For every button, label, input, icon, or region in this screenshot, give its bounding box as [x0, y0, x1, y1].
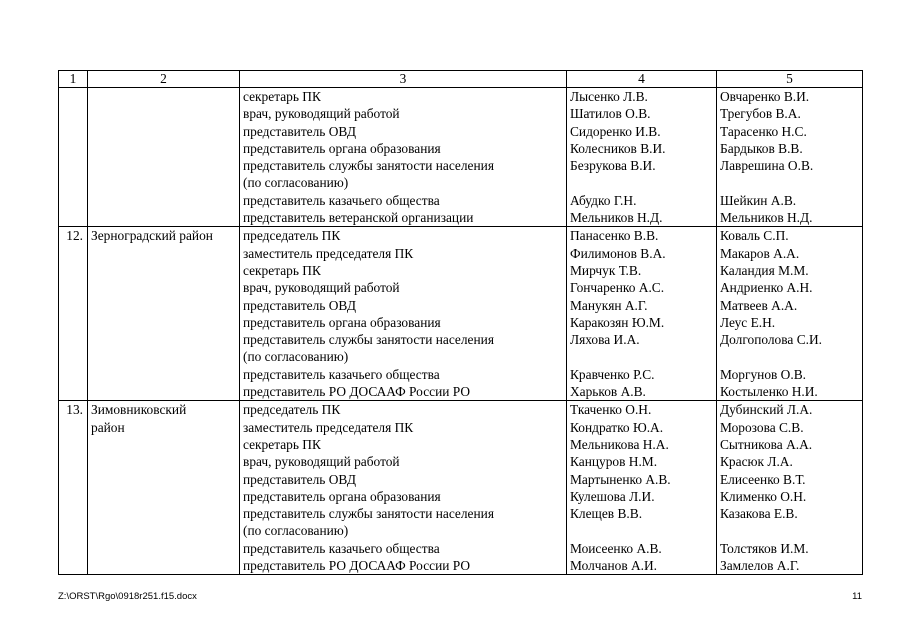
member-name: Мартыненко А.В. [570, 471, 671, 487]
role-line: представитель РО ДОСААФ России РО [243, 558, 471, 574]
member-name [570, 522, 713, 539]
role-line: врач, руководящий работой [243, 106, 400, 122]
alternates-cell [717, 227, 863, 401]
column-header-4: 4 [567, 71, 717, 88]
role-line: председатель ПК [243, 402, 341, 418]
role-line: заместитель председателя ПК [243, 419, 414, 435]
column-header-2: 2 [88, 71, 240, 88]
alternate-name: Каландия М.М. [720, 262, 809, 278]
alternate-name: Толстяков И.М. [720, 540, 809, 556]
member-name: Молчанов А.И. [570, 558, 658, 574]
member-name: Мельникова Н.А. [570, 436, 669, 452]
alternate-name: Шейкин А.В. [720, 192, 797, 208]
role-line: (по согласованию) [243, 349, 349, 365]
role-line: представитель ОВД [243, 471, 356, 487]
alternate-name: Дубинский Л.А. [720, 402, 813, 418]
alternate-name: Лаврешина О.В. [720, 158, 814, 174]
page-number: 11 [852, 591, 862, 602]
member-name: Безрукова В.И. [570, 158, 656, 174]
member-name: Гончаренко А.С. [570, 280, 665, 296]
commission-table [58, 70, 863, 575]
district-name: Зимовниковский [91, 402, 187, 418]
member-name: Колесников В.И. [570, 140, 666, 156]
alternates-cell [717, 401, 863, 575]
role-line: представитель органа образования [243, 488, 441, 504]
alternate-name: Клименко О.Н. [720, 488, 807, 504]
column-header-3: 3 [240, 71, 567, 88]
alternate-name: Морозова С.В. [720, 419, 804, 435]
member-name [570, 348, 713, 365]
alternate-name: Моргунов О.В. [720, 366, 806, 382]
alternate-name: Андриенко А.Н. [720, 280, 813, 296]
role-line: представитель органа образования [243, 314, 441, 330]
district-cell [88, 227, 240, 401]
alternate-name: Тарасенко Н.С. [720, 123, 807, 139]
role-line: представитель службы занятости населения [243, 158, 494, 174]
role-line: врач, руководящий работой [243, 280, 400, 296]
role-line: представитель ОВД [243, 297, 356, 313]
role-line: (по согласованию) [243, 175, 349, 191]
alternate-name: Коваль С.П. [720, 228, 789, 244]
role-line: председатель ПК [243, 228, 341, 244]
role-line: врач, руководящий работой [243, 454, 400, 470]
alternate-name: Макаров А.А. [720, 245, 800, 261]
district-name: район [91, 419, 125, 435]
member-name: Филимонов В.А. [570, 245, 666, 261]
members-cell [567, 401, 717, 575]
footer-file-path: Z:\ORST\Rgo\0918r251.f15.docx [58, 591, 197, 602]
column-header-5: 5 [717, 71, 863, 88]
alternate-name: Сытникова А.А. [720, 436, 813, 452]
alternate-name: Бардыков В.В. [720, 140, 803, 156]
member-name: Шатилов О.В. [570, 106, 651, 122]
alternate-name: Казакова Е.В. [720, 506, 798, 522]
role-line: секретарь ПК [243, 89, 321, 104]
alternate-name: Трегубов В.А. [720, 106, 801, 122]
member-name: Мирчук Т.В. [570, 262, 642, 278]
roles-cell [240, 401, 567, 575]
table-row [59, 401, 863, 575]
roles-cell [240, 227, 567, 401]
alternate-name: Матвеев А.А. [720, 297, 798, 313]
role-line: представитель РО ДОСААФ России РО [243, 384, 471, 400]
member-name: Канцуров Н.М. [570, 454, 658, 470]
member-name: Харьков А.В. [570, 384, 646, 400]
row-number [59, 88, 88, 227]
member-name: Моисеенко А.В. [570, 540, 662, 556]
table-body [59, 88, 863, 575]
row-number: 12. [59, 227, 88, 401]
alternates-cell [717, 88, 863, 227]
member-name [570, 174, 713, 191]
table-row [59, 88, 863, 227]
alternate-name [720, 348, 859, 365]
alternate-name: Красюк Л.А. [720, 454, 793, 470]
member-name: Лысенко Л.В. [570, 89, 648, 104]
role-line: (по согласованию) [243, 523, 349, 539]
role-line: представитель органа образования [243, 140, 441, 156]
district-cell [88, 401, 240, 575]
members-cell [567, 227, 717, 401]
alternate-name: Долгополова С.И. [720, 332, 822, 348]
role-line: представитель ветеранской организации [243, 210, 474, 226]
column-header-1: 1 [59, 71, 88, 88]
member-name: Панасенко В.В. [570, 228, 659, 244]
role-line: секретарь ПК [243, 436, 321, 452]
table-header-row [59, 71, 863, 88]
alternate-name: Елисеенко В.Т. [720, 471, 806, 487]
role-line: заместитель председателя ПК [243, 245, 414, 261]
member-name: Ляхова И.А. [570, 332, 640, 348]
role-line: представитель ОВД [243, 123, 356, 139]
member-name: Кулешова Л.И. [570, 488, 655, 504]
alternate-name [720, 174, 859, 191]
alternate-name: Леус Е.Н. [720, 314, 776, 330]
alternate-name: Костыленко Н.И. [720, 384, 818, 400]
member-name: Абудко Г.Н. [570, 192, 637, 208]
row-number: 13. [59, 401, 88, 575]
district-cell [88, 88, 240, 227]
member-name: Кравченко Р.С. [570, 366, 655, 382]
role-line: представитель казачьего общества [243, 192, 440, 208]
alternate-name [720, 522, 859, 539]
member-name: Манукян А.Г. [570, 297, 648, 313]
member-name: Кондратко Ю.А. [570, 419, 664, 435]
district-name: Зерноградский район [91, 228, 213, 244]
alternate-name: Овчаренко В.И. [720, 89, 810, 104]
role-line: представитель казачьего общества [243, 366, 440, 382]
role-line: представитель казачьего общества [243, 540, 440, 556]
role-line: представитель службы занятости населения [243, 332, 494, 348]
member-name: Клещев В.В. [570, 506, 643, 522]
member-name: Мельников Н.Д. [570, 210, 663, 226]
roles-cell [240, 88, 567, 227]
table-row [59, 227, 863, 401]
member-name: Сидоренко И.В. [570, 123, 661, 139]
alternate-name: Замлелов А.Г. [720, 558, 800, 574]
role-line: секретарь ПК [243, 262, 321, 278]
role-line: представитель службы занятости населения [243, 506, 494, 522]
member-name: Ткаченко О.Н. [570, 402, 652, 418]
alternate-name: Мельников Н.Д. [720, 210, 813, 226]
members-cell [567, 88, 717, 227]
member-name: Каракозян Ю.М. [570, 314, 665, 330]
